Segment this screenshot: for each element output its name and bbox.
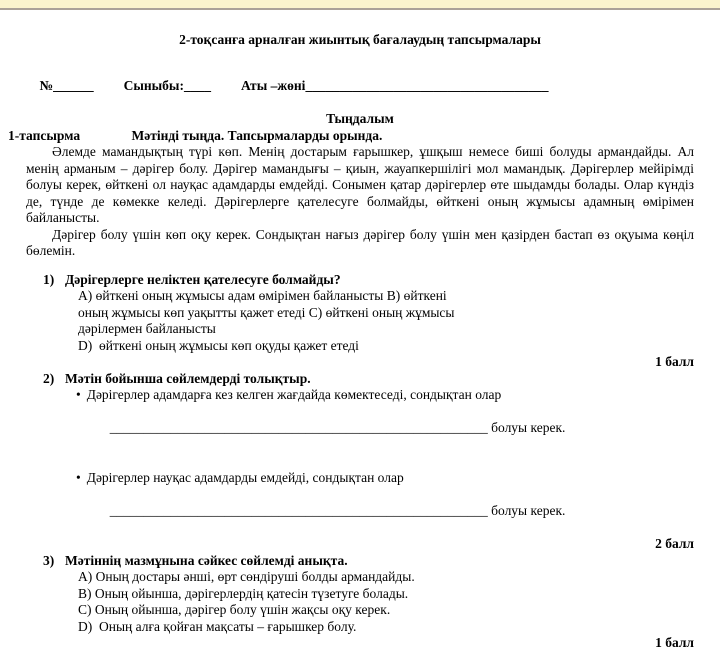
name-blank-field[interactable]: ____________________________________ — [305, 78, 549, 93]
bullet-icon: • — [76, 387, 81, 402]
question-2-number: 2) — [43, 370, 55, 386]
task-label: 1-тапсырма — [8, 127, 81, 143]
completion-item-2 — [76, 470, 694, 536]
question-1-option-line: А) өйткені оның жұмысы адам өмірімен байланысты В) өйткені — [78, 288, 447, 303]
question-3-number: 3) — [43, 552, 55, 568]
question-3-option-line: D) Оның алға қойған мақсаты – ғарышкер болу. — [78, 618, 357, 634]
completion-item-1-suffix: болуы керек. — [487, 420, 566, 435]
question-3-option-line: В) Оның ойынша, дәрігерлердің қатесін түзетуге болады. — [78, 585, 409, 601]
question-1-option-line: дәрілермен байланысты — [78, 321, 216, 336]
question-1-heading — [43, 272, 694, 289]
number-label: № — [39, 78, 54, 93]
listening-text-paragraph-1: Әлемде мамандықтың түрі көп. Менің достарым ғарышкер, ұшқыш немесе биші болуды армандайды. Ал менің арманым – дәрігер болу. Дәрігер мамандығы – қиын, жауапкершілігі мол мамандық. Дәрігерлер мейірімді болуы керек, өйткені ол науқас адамдарды емдейді. Сонымен қатар дәрігерлер өте шыдамды болады. Олар күндіз де, түнде де көмекке келеді. Дәрігерлерге қателесуге болмайды, өйткені оның жұмысы адамның өмірімен байланысты. — [26, 144, 694, 225]
question-3 — [26, 553, 694, 652]
completion-item-1-blank-line — [76, 404, 694, 454]
completion-item-1 — [76, 387, 694, 453]
completion-item-2-suffix: болуы керек. — [487, 503, 566, 518]
question-2-heading — [43, 371, 694, 388]
class-label: Сыныбы: — [123, 78, 184, 93]
question-2-points: 2 балл — [655, 536, 694, 551]
task-instruction: Мәтінді тыңда. Тапсырмаларды орында. — [131, 127, 383, 143]
question-3-option-line: С) Оның ойынша, дәрігер болу үшін жақсы оқу керек. — [78, 602, 391, 617]
completion-item-1-text: Дәрігерлер адамдарға кез келген жағдайда көмектеседі, сондықтан олар — [86, 387, 502, 402]
document-page — [0, 32, 720, 652]
section-title: Тыңдалым — [326, 111, 394, 126]
question-2-bullets — [76, 387, 694, 536]
completion-item-2-text-line — [76, 470, 694, 487]
question-3-options — [78, 569, 694, 635]
class-blank-field[interactable]: ____ — [183, 78, 211, 93]
question-3-option-line: А) Оның достары әнші, өрт сөндіруші болды армандайды. — [78, 569, 415, 584]
question-1-points: 1 балл — [655, 354, 694, 369]
bullet-icon: • — [76, 470, 81, 485]
question-3-prompt: Мәтіннің мазмұнына сәйкес сөйлемді анықта. — [65, 552, 348, 568]
question-1-options — [78, 288, 694, 354]
completion-item-2-blank-field[interactable]: ________________________________________________________ — [109, 503, 488, 518]
question-3-points: 1 балл — [655, 635, 694, 650]
question-1-option-line: оның жұмысы көп уақытты қажет етеді С) өйткені оның жұмысы — [78, 304, 455, 320]
question-2-prompt: Мәтін бойынша сөйлемдерді толықтыр. — [65, 370, 311, 386]
question-1-prompt: Дәрігерлерге неліктен қателесуге болмайды? — [65, 271, 341, 287]
document-title: 2-тоқсанға арналған жиынтық бағалаудың тапсырмалары — [179, 32, 541, 47]
task-line — [8, 128, 694, 145]
completion-item-1-text-line — [76, 387, 694, 404]
question-1 — [26, 272, 694, 371]
question-2 — [26, 371, 694, 553]
question-1-option-line: D) өйткені оның жұмысы көп оқуды қажет етеді — [78, 337, 359, 353]
name-label: Аты –жөні — [240, 78, 306, 93]
completion-item-2-text: Дәрігерлер науқас адамдарды емдейді, сондықтан олар — [86, 470, 404, 485]
student-info-line — [26, 62, 694, 112]
completion-item-1-blank-field[interactable]: ________________________________________________________ — [109, 420, 488, 435]
number-blank-field[interactable]: ______ — [53, 78, 94, 93]
listening-text-paragraph-2: Дәрігер болу үшін көп оқу керек. Сондықтан нағыз дәрігер болу үшін мен қазірден бастап өз оқуыма көңіл бөлемін. — [26, 226, 694, 258]
completion-item-2-blank-line — [76, 487, 694, 537]
question-1-number: 1) — [43, 271, 55, 287]
window-top-bar — [0, 0, 720, 10]
